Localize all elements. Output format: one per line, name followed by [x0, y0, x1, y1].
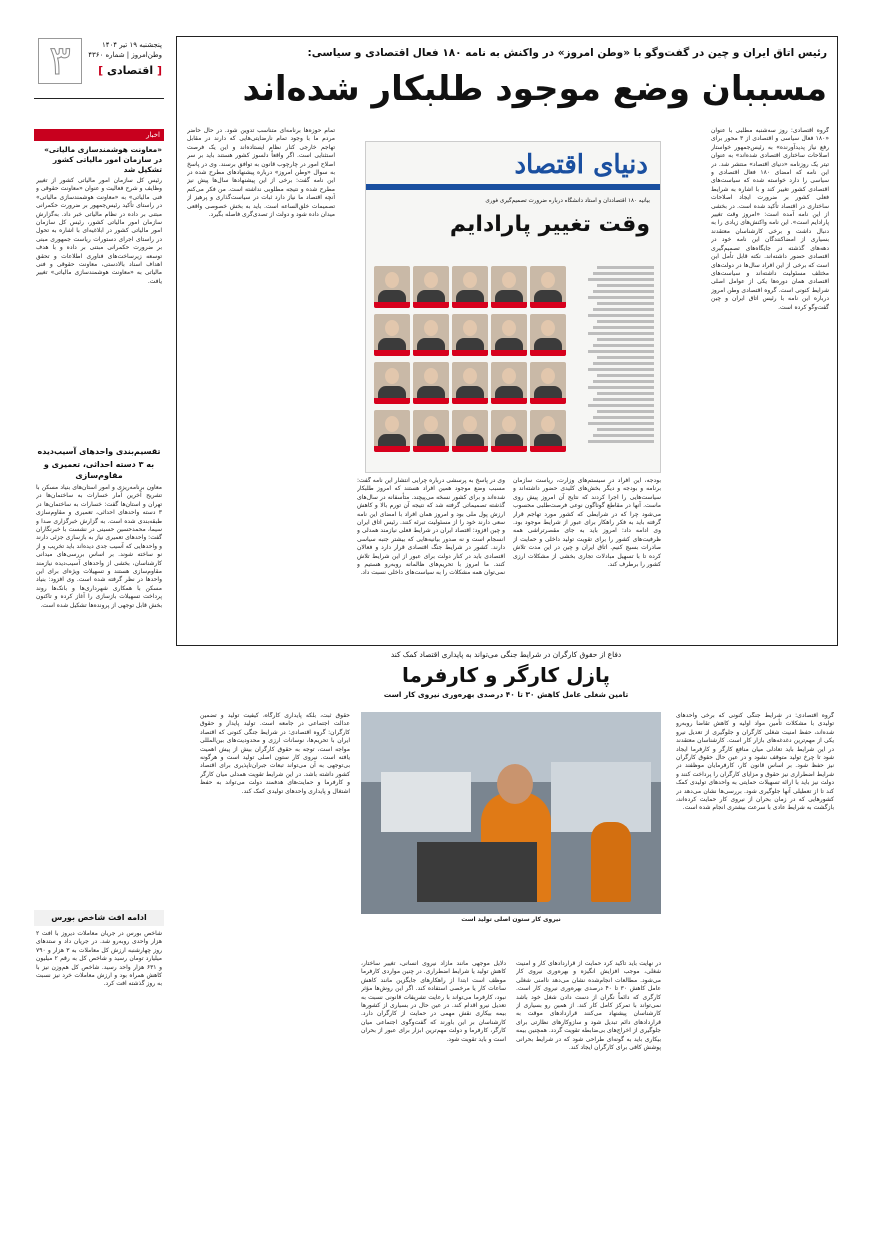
middle-article-kicker: دفاع از حقوق کارگران در شرایط جنگی می‌تواند به پایداری اقتصاد کمک کند	[390, 650, 622, 659]
portrait-photo	[452, 362, 488, 404]
top-article-title: مسببان وضع موجود طلبکار شده‌اند	[242, 69, 827, 109]
newspaper-text-line	[588, 440, 654, 443]
article-column: گروه اقتصادی: روز سه‌شنبه مطلبی با عنوان «۱۸۰ فعال سیاسی و اقتصادی از ۳ محور برای رفع نیاز پدیدآورنده» به رئیس‌جمهور خواستار اصلاحات ساختاری اقتصادی شده‌اند» به عنوان تیتر یک روزنامه «دنیای اقتصاد» منتشر شد. در این نامه که امضای ۱۸۰ فعال اقتصادی و سیاسی را دارد خواسته شده که سیاست‌های اقتصادی کشور تغییر کند و با اشاره به شرایط فعلی کشور بر ضرورت ایجاد اصلاحات ساختاری در اقتصاد تأکید شده است. در بخشی از این نامه آمده است: «امروز وقت تغییر پارادایم است». این نامه واکنش‌های زیادی را به دنبال داشت و برخی کارشناسان معتقدند بسیاری از امضاکنندگان این نامه خود در دهه‌های گذشته در جایگاه‌های تصمیم‌گیری اقتصادی حضور داشته‌اند. نکته قابل تأمل این است که برخی از این افراد سال‌ها در دولت‌های مختلف مسئولیت داشته‌اند و سیاست‌های اقتصادی همان دوره‌ها یکی از عوامل اصلی شرایط کنونی است. گروه اقتصادی وطن امروز درباره این نامه با رئیس اتاق ایران و چین گفت‌وگو کرده است.	[711, 127, 829, 311]
article-column: بودجه، این افراد در سیستم‌های وزارت، ریاست سازمان برنامه و بودجه و دیگر بخش‌های کلیدی حضور داشته‌اند و سیاست‌هایی را اجرا کردند که نتایج آن امروز پیش روی ماست. آنها در مقاطع گوناگون نوعی فرصت‌طلبی محسوب می‌شود چرا که در شرایطی که کشور مورد تهاجم قرار گرفته باید به فکر راهکار برای عبور از شرایط موجود بود. وی ادامه داد: امروز باید به جای مقصرتراشی همه ظرفیت‌های کشور را برای تقویت تولید داخلی و حمایت از صادرات بسیج کنیم. اتاق ایران و چین در این مدت تلاش کرده تا با تسهیل مبادلات تجاری بخشی از مشکلات ارزی کشور را برطرف کند.	[513, 477, 661, 569]
article-column: حقوق ثبت، بلکه پایداری کارگاه، کیفیت تولید و تضمین عدالت اجتماعی در جامعه است. تولید پایدار و حقوق کارگران: گروه اقتصادی: در شرایط جنگی کنونی که اقتصاد ایران با تحریم‌ها، نوسانات ارزی و محدودیت‌های بین‌المللی مواجه است، توجه به حقوق کارگران بیش از پیش اهمیت یافته است. نیروی کار ستون اصلی تولید است و هرگونه بی‌توجهی به آن می‌تواند تبعات جبران‌ناپذیری برای اقتصاد کشور داشته باشد. در این شرایط تقویت همدلی میان کارگر و کارفرما و حمایت‌های هدفمند دولت می‌تواند به حفظ اشتغال و پایداری واحدهای تولیدی کمک کند.	[200, 712, 350, 795]
newspaper-text-line	[597, 428, 654, 431]
newspaper-logo: دنیای اقتصاد	[514, 150, 648, 180]
newspaper-text-line	[593, 344, 655, 347]
newspaper-text-line	[597, 338, 654, 341]
newspaper-text-line	[593, 308, 655, 311]
machine-shape	[551, 762, 651, 832]
portrait-photo	[530, 314, 566, 356]
portrait-photo	[530, 266, 566, 308]
date-text: پنجشنبه ۱۹ تیر ۱۴۰۴	[102, 41, 162, 49]
newspaper-text-line	[593, 290, 655, 293]
portrait-photo	[452, 266, 488, 308]
newspaper-text-line	[597, 266, 654, 269]
newspaper-text-line	[588, 314, 654, 317]
sidebar-column	[34, 36, 164, 1236]
newspaper-text-line	[597, 374, 654, 377]
photo-caption: نیروی کار ستون اصلی تولید است	[461, 916, 561, 923]
middle-article-subtitle: تامین شغلی عامل کاهش ۳۰ تا ۴۰ درصدی بهره‌وری نیروی کار است	[383, 690, 629, 699]
article-column: تمام حوزه‌ها برنامه‌ای متناسب تدوین شود. در حال حاضر مردم ما با وجود تمام نارضایتی‌هایی که دارند در مقابل تهاجم خارجی کنار نظام ایستاده‌اند و این یک فرصت استثنایی است. اگر واقعاً دلسوز کشور هستند باید بر سر اصلاح امور در چارچوب قانون به توافق برسند. وی در پاسخ به سوال «وطن امروز» درباره پیشنهادهای مطرح شده در این نامه گفت: برخی از این پیشنهادها سال‌ها پیش نیز مطرح شده و نتیجه مطلوبی نداشته است. من فکر می‌کنم آنچه اقتصاد ما نیاز دارد ثبات در سیاست‌گذاری و پرهیز از تصمیمات خلق‌الساعه است. باید به بخش خصوصی واقعی میدان داده شود و دولت از تصدی‌گری فاصله بگیرد.	[187, 127, 335, 219]
portrait-photo	[491, 266, 527, 308]
masthead-strip	[366, 184, 660, 190]
newspaper-text-line	[597, 302, 654, 305]
newspaper-text-line	[597, 392, 654, 395]
newspaper-text-column	[572, 266, 654, 466]
sidebar-story-body: رئیس کل سازمان امور مالیاتی کشور از تغییر وظایف و شرح فعالیت و عنوان «معاونت حقوقی و فنی مالیاتی» به «معاونت هوشمندسازی مالیاتی» در راستای تأکید رئیس‌جمهور بر ضرورت حکمرانی مبتنی بر داده در نظام مالیاتی خبر داد. به‌گزارش سازمان امور مالیاتی کشور، رئیس کل سازمان امور مالیاتی کشور در ابلاغیه‌ای با اشاره به تحول در راستای اجرای دستورات ریاست جمهوری مبنی بر ضرورت حکمرانی مبتنی بر داده و با هدف توسعه زیرساخت‌های فناوری اطلاعات و تحقق اهداف اسناد بالادستی، معاونت حقوقی و فنی مالیاتی به «معاونت هوشمندسازی مالیاتی» تغییر یافت.	[36, 177, 162, 285]
newspaper-text-line	[593, 272, 655, 275]
sidebar-story-body: معاون برنامه‌ریزی و امور استان‌های بنیاد مسکن با تشریح آخرین آمار خسارات به ساختمان‌ها در تهران و استان‌ها گفت: خسارات به ساختمان‌ها در ۳ دسته واحدهای احداثی، تعمیری و مقاوم‌سازی طبقه‌بندی شده است. به گزارش خبرگزاری صدا و سیما، محمدحسین حسینی در نشست با خبرنگاران گفت: واحدهای تعمیری نیاز به بازسازی جزئی دارند و واحدهایی که آسیب جدی دیده‌اند باید تخریب و از نو ساخته شوند. بر اساس بررسی‌های میدانی کارشناسان، بخشی از واحدهای آسیب‌دیده نیازمند مقاوم‌سازی هستند و تسهیلات ویژه‌ای برای این واحدها در نظر گرفته شده است. وی افزود: بنیاد مسکن با همکاری شهرداری‌ها و بانک‌ها روند پرداخت تسهیلات بازسازی را آغاز کرده و تاکنون بخش قابل توجهی از پرونده‌ها تشکیل شده است.	[36, 484, 162, 609]
article-column: گروه اقتصادی: در شرایط جنگی کنونی که برخی واحدهای تولیدی با مشکلات تأمین مواد اولیه و کاهش تقاضا روبه‌رو شده‌اند، حفظ امنیت شغلی کارگران و جلوگیری از تعدیل نیرو یکی از مهم‌ترین دغدغه‌های بازار کار است. کارشناسان معتقدند در این شرایط باید تعادلی میان منافع کارگر و کارفرما ایجاد شود تا چرخ تولید متوقف نشود و در عین حال حقوق کارگران نیز حفظ شود. بر اساس قانون کار، کارفرمایان موظفند در شرایط اضطراری نیز حقوق و مزایای کارگران را پرداخت کنند و دولت نیز باید با ارائه تسهیلات حمایتی به واحدهای تولیدی کمک کند تا از تعطیلی آنها جلوگیری شود. بررسی‌ها نشان می‌دهد در کشورهایی که در زمان بحران از نیروی کار حمایت کرده‌اند، بازگشت به شرایط عادی با سرعت بیشتری انجام شده است.	[676, 712, 834, 812]
newspaper-text-line	[588, 350, 654, 353]
section-label	[98, 64, 162, 77]
sidebar-story-subtitle: به ۳ دسته احداثی، تعمیری و مقاوم‌سازی	[43, 460, 155, 480]
newspaper-text-line	[597, 356, 654, 359]
news-label-bar: اخبار	[34, 129, 164, 141]
newspaper-text-line	[593, 434, 655, 437]
portrait-photo	[530, 362, 566, 404]
newspaper-text-line	[597, 320, 654, 323]
portrait-photo	[374, 410, 410, 452]
newspaper-text-line	[593, 326, 655, 329]
article-column: در نهایت باید تأکید کرد حمایت از قراردادهای کار و امنیت شغلی، موجب افزایش انگیزه و بهره‌وری نیروی کار می‌شود. مطالعات انجام‌شده نشان می‌دهد ناامنی شغلی عامل کاهش ۳۰ تا ۴۰ درصدی بهره‌وری نیروی کار است. کارگری که دائماً نگران از دست دادن شغل خود باشد نمی‌تواند با تمرکز کامل کار کند. از همین رو بسیاری از کارشناسان پیشنهاد می‌کنند قراردادهای موقت به قراردادهای دائم تبدیل شود و سازوکارهای نظارتی برای جلوگیری از اخراج‌های بی‌ضابطه تقویت گردد. همچنین بیمه بیکاری باید به گونه‌ای طراحی شود که در شرایط بحرانی پوشش کافی برای کارگران ایجاد کند.	[516, 960, 661, 1052]
top-article	[176, 36, 838, 646]
portrait-grid	[374, 266, 570, 466]
newspaper-text-line	[597, 284, 654, 287]
portrait-photo	[530, 410, 566, 452]
portrait-photo	[413, 362, 449, 404]
sidebar-story-title: «معاونت هوشمندسازی مالیاتی» در سازمان امور مالیاتی کشور تشکیل شد	[44, 145, 162, 174]
newspaper-text-line	[593, 416, 655, 419]
newspaper-text-line	[593, 380, 655, 383]
newspaper-text-line	[588, 278, 654, 281]
issue-header	[34, 36, 164, 99]
section-text: اقتصادی	[106, 64, 154, 77]
bracket-icon: ]	[98, 64, 104, 77]
issue-date	[88, 40, 162, 60]
portrait-photo	[452, 410, 488, 452]
portrait-photo	[491, 314, 527, 356]
newspaper-text-line	[588, 404, 654, 407]
newspaper-text-line	[588, 422, 654, 425]
article-column: دلایل موجهی مانند مازاد نیروی انسانی، تغییر ساختار، کاهش تولید یا شرایط اضطراری. در چنین مواردی کارفرما موظف است ابتدا از راهکارهای جایگزین مانند کاهش ساعات کار یا مرخصی استفاده کند. اگر این روش‌ها مؤثر نبود، کارفرما می‌تواند با رعایت تشریفات قانونی نسبت به تعدیل نیرو اقدام کند. در عین حال در بسیاری از کشورها بیمه بیکاری نقش مهمی در حمایت از کارگران دارد. کارشناسان بر این باورند که گفت‌وگوی اجتماعی میان کارگر، کارفرما و دولت مهم‌ترین ابزار برای عبور از بحران است و باید تقویت شود.	[361, 960, 506, 1043]
portrait-photo	[413, 314, 449, 356]
bracket-icon: [	[156, 64, 162, 77]
newspaper-text-line	[593, 362, 655, 365]
factory-worker-photo	[361, 712, 661, 914]
newspaper-text-line	[593, 398, 655, 401]
portrait-photo	[374, 266, 410, 308]
newspaper-text-line	[588, 368, 654, 371]
portrait-photo	[491, 362, 527, 404]
newspaper-text-line	[588, 296, 654, 299]
worker-vest	[591, 822, 631, 902]
top-article-kicker: رئیس اتاق ایران و چین در گفت‌وگو با «وطن امروز» در واکنش به نامه ۱۸۰ فعال اقتصادی و سیاسی:	[307, 47, 827, 59]
worker-head	[497, 764, 533, 804]
page-number: ۳	[38, 38, 82, 84]
newspaper-text-line	[597, 410, 654, 413]
newspaper-text-line	[588, 386, 654, 389]
portrait-photo	[413, 266, 449, 308]
article-column	[341, 477, 342, 478]
sidebar-story-title: ادامه افت شاخص بورس	[34, 910, 164, 926]
portrait-photo	[491, 410, 527, 452]
newspaper-image	[365, 141, 661, 473]
middle-article-title: پازل کارگر و کارفرما	[401, 663, 611, 687]
portrait-photo	[374, 314, 410, 356]
sidebar-story-title: تقسیم‌بندی واحدهای آسیب‌دیده	[37, 447, 161, 456]
machine-shape	[381, 772, 471, 832]
portrait-photo	[374, 362, 410, 404]
article-column: وی در پاسخ به پرسشی درباره چرایی انتشار این نامه گفت: مسبب وضع موجود همین افراد هستند که امروز طلبکار شده‌اند و برای کشور نسخه می‌پیچند. متأسفانه در سال‌های گذشته تصمیماتی گرفته شد که نتیجه آن تورم بالا و کاهش ارزش پول ملی بود و امروز همان افراد با امضای این نامه سعی دارند خود را از مسئولیت تبرئه کنند. رئیس اتاق ایران و چین افزود: اقتصاد ایران در شرایط فعلی نیازمند همدلی و انسجام است و نه صدور بیانیه‌هایی که بیشتر جنبه سیاسی دارند. کشور در شرایط جنگ اقتصادی قرار دارد و فعالان اقتصادی باید در کنار دولت برای عبور از این شرایط تلاش کنند. ما امروز با تحریم‌های ظالمانه روبه‌رو هستیم و نمی‌توان همه مشکلات را به سیاست‌های داخلی نسبت داد.	[357, 477, 505, 577]
workbench	[417, 842, 537, 902]
newspaper-headline: وقت تغییر پارادایم	[449, 212, 650, 237]
issue-info: وطن‌امروز | شماره ۴۳۶۰	[88, 51, 162, 59]
newspaper-subtitle: بیانیه ۱۸۰ اقتصاددان و استاد دانشگاه درباره ضرورت تصمیم‌گیری فوری	[485, 198, 650, 204]
sidebar-story-body: شاخص بورس در جریان معاملات دیروز با افت ۲ هزار واحدی روبه‌رو شد. در جریان داد و ستدهای روز چهارشنبه ارزش کل معاملات به ۳ هزار و ۷۹۰ میلیارد تومان رسید و شاخص کل به رقم ۲ میلیون و ۶۳۱ هزار واحد رسید. شاخص کل هم‌وزن نیز با کاهش همراه بود و ارزش معاملات خرد نیز نسبت به روز گذشته افت کرد.	[36, 930, 162, 988]
newspaper-text-line	[588, 332, 654, 335]
portrait-photo	[452, 314, 488, 356]
portrait-photo	[413, 410, 449, 452]
